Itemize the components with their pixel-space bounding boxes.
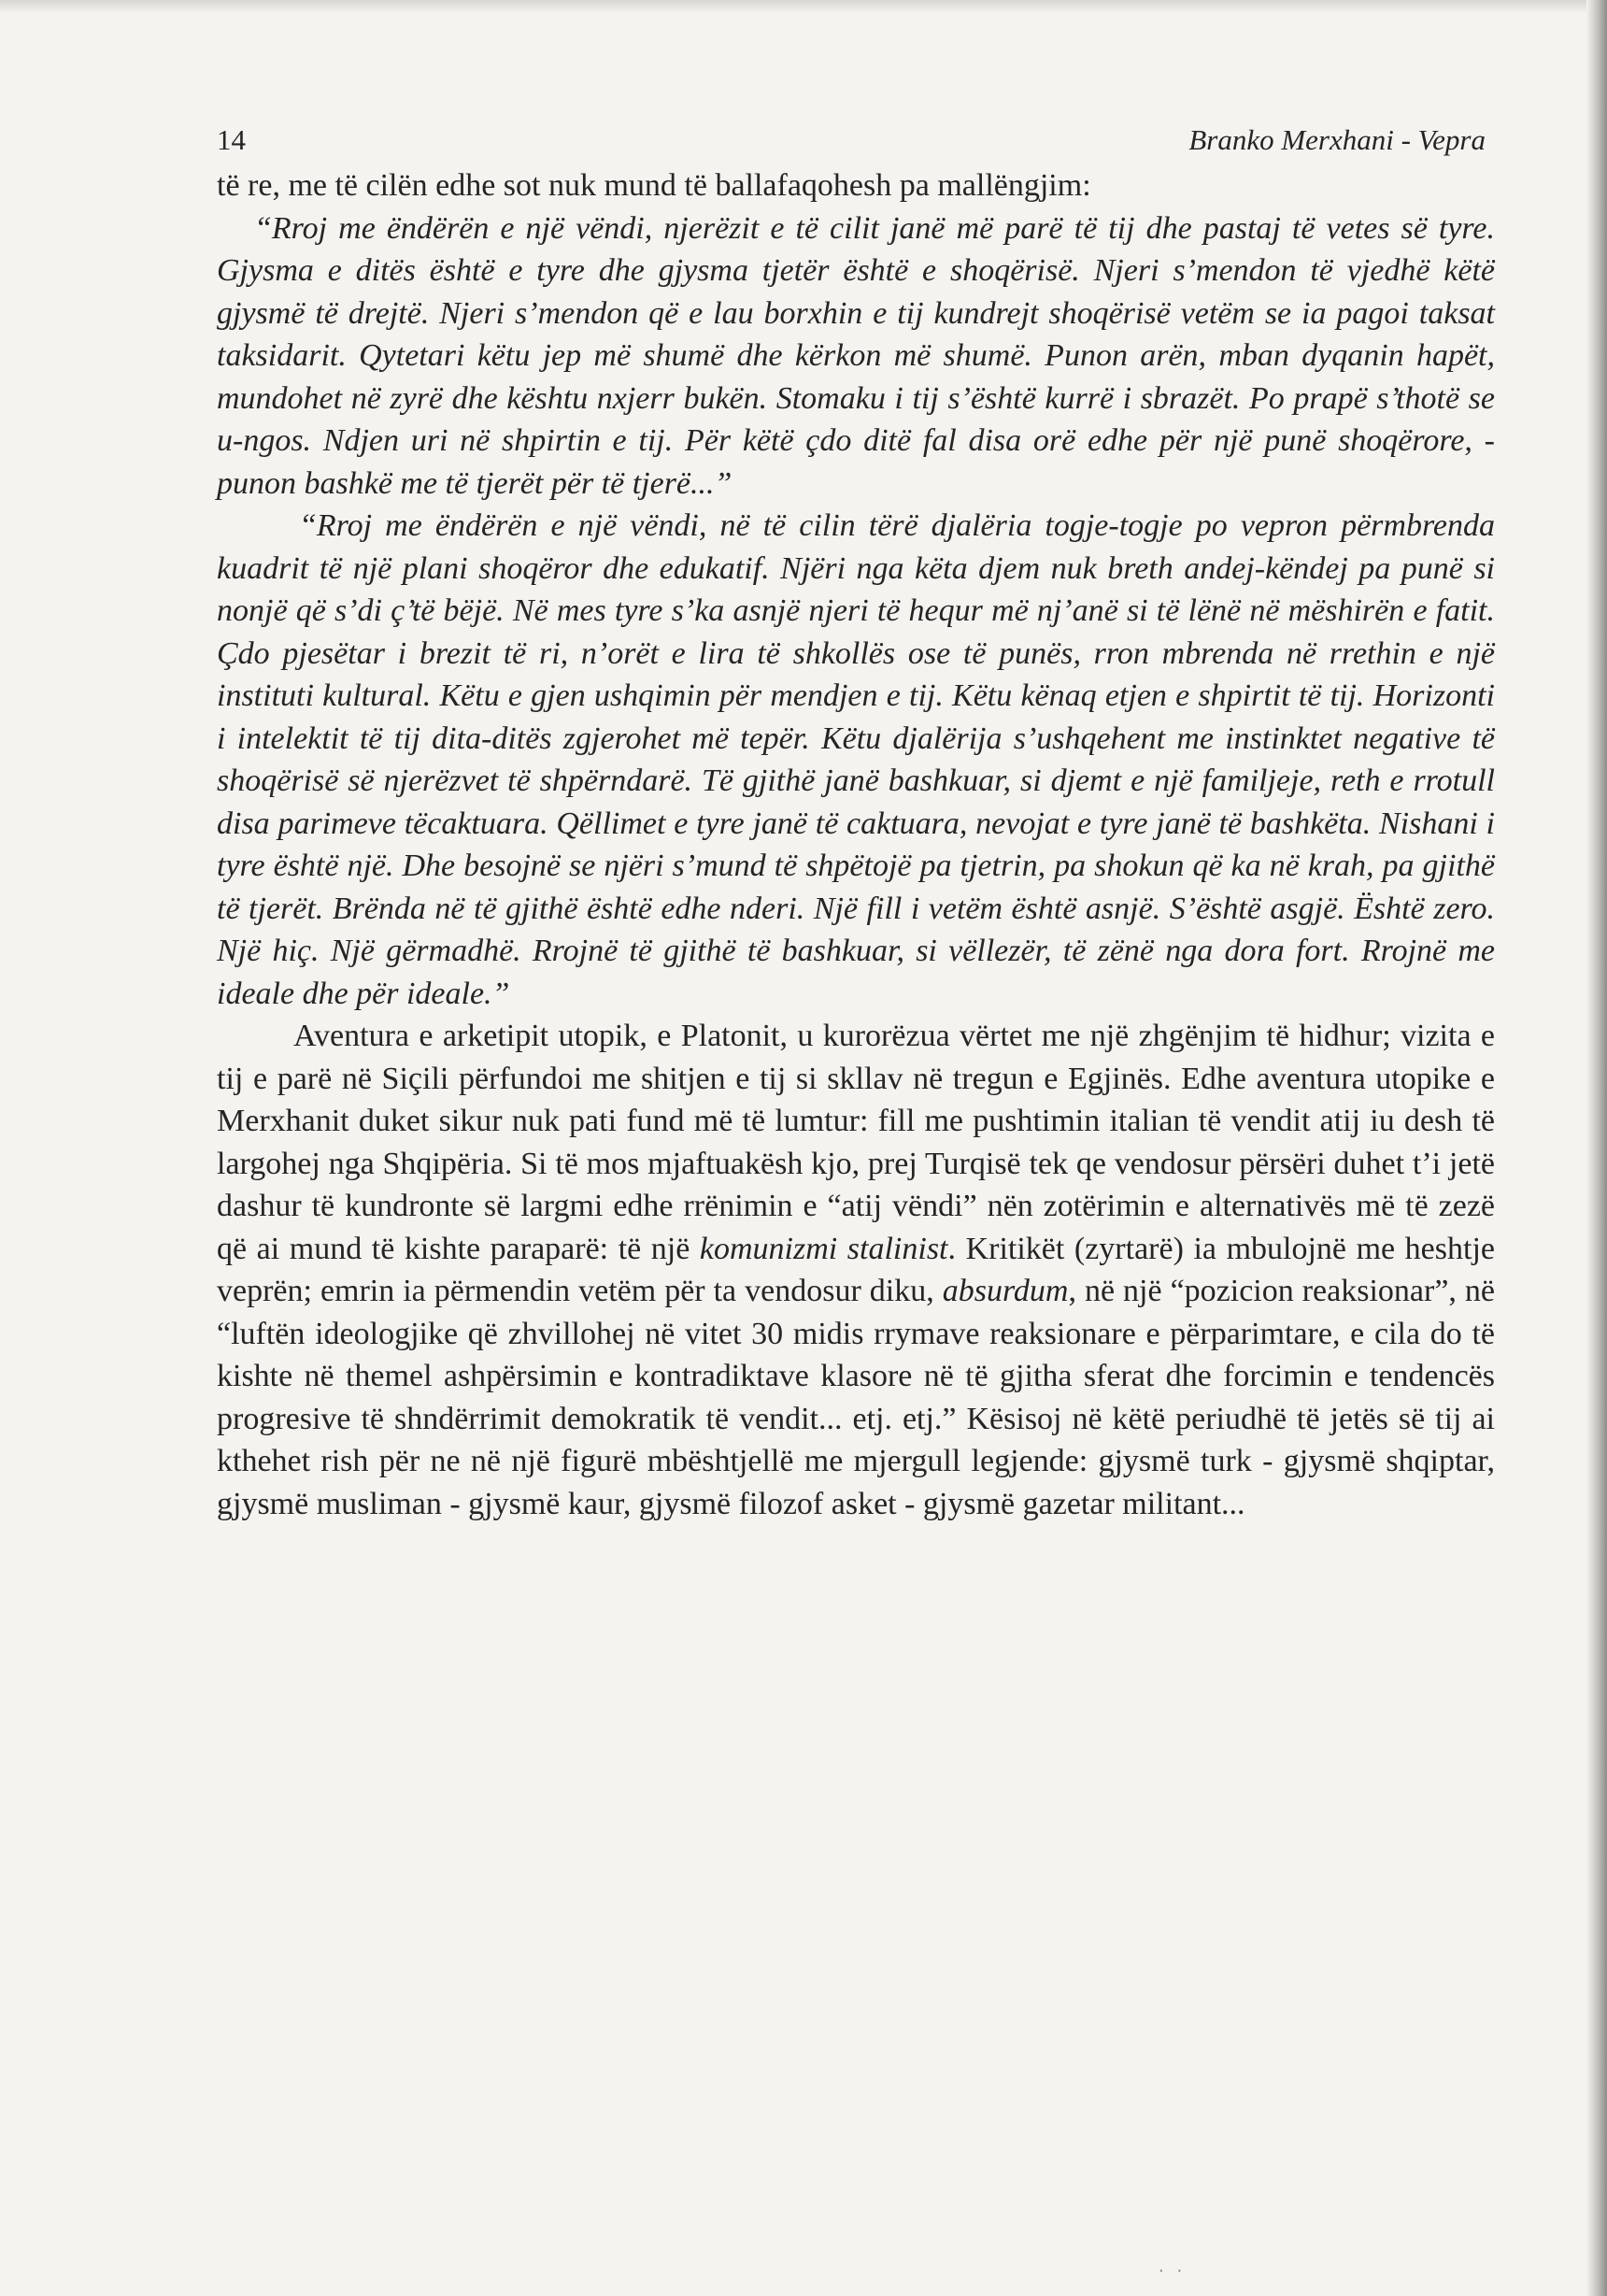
paragraph-text-1: Aventura e arketipit utopik, e Platonit, u kurorëzua vërtet me një zhgënjim të hidhur; vizita e tij e parë në Siçili përfundoi me shitjen e tij si skllav në tregun e Egjinës. Edhe aventura utopike e Merxhanit duket sikur nuk pati fund më të lumtur: fill me pushtimin italian të vendit atij iu desh të largohej nga Shqipëria. Si të mos mjaftuakësh kjo, prej Turqisë tek qe vendosur përsëri duhet t’i jetë dashur të kundronte së largmi edhe rrënimin e “atij vëndi” nën zotërimin e alternativës më të zezë që ai mund të kishte paraparë: të një [217, 1019, 1495, 1266]
running-head: Branko Merxhani - Vepra [1188, 123, 1486, 156]
quote-paragraph-1: “Rroj me ëndërën e një vëndi, njerëzit e të cilit janë më parë të tij dhe pastaj të vetes së tyre. Gjysma e ditës është e tyre dhe gjysma tjetër është e shoqërisë. Njeri s’mendon të vjedhë këtë gjysmë të drejtë. Njeri s’mendon që e lau borxhin e tij kundrejt shoqërisë vetëm se ia pagoi taksat taksidarit. Qytetari këtu jep më shumë dhe kërkon më shumë. Punon arën, mban dyqanin hapët, mundohet në zyrë dhe kështu nxjerr bukën. Stomaku i tij s’është kurrë i sbrazët. Po prapë s’thotë se u-ngos. Ndjen uri në shpirtin e tij. Për këtë çdo ditë fal disa orë edhe për një punë shoqërore, - punon bashkë me të tjerët për të tjerë...” [217, 210, 1495, 501]
body-paragraph [217, 1015, 1495, 1525]
italic-term-absurdum: absurdum [942, 1274, 1069, 1308]
page-header [217, 123, 1495, 164]
scan-top-edge [0, 0, 1607, 13]
paragraph-text-2: . Kritikët (zyrtarë) ia mbulojnë me heshtje veprën; emrin ia përmendin vetëm për ta vendosur diku, [217, 1231, 1495, 1308]
book-page [217, 123, 1495, 1525]
paragraph-text-3: , në një “pozicion reaksionar”, në “luftën ideologjike që zhvillohej në vitet 30 midis rrymave reaksionare e përparimtare, e cila do të kishte në themel ashpërsimin e kontradiktave klasore në të gjitha sferat dhe forcimin e tendencës progresive të shndërrimit demokratik të vendit... etj. etj.” Kësisoj në këtë periudhë të jetës së tij ai kthehet rish për ne në një figurë mbështjellë me mjergull legjende: gjysmë turk - gjysmë shqiptar, gjysmë musliman - gjysmë kaur, gjysmë filozof asket - gjysmë gazetar militant... [217, 1274, 1495, 1521]
scan-specks: · · [1159, 2261, 1187, 2281]
italic-term-komunizmi: komunizmi stalinist [699, 1231, 948, 1266]
intro-line: të re, me të cilën edhe sot nuk mund të ballafaqohesh pa mallëngjim: [217, 168, 1091, 203]
page-number: 14 [217, 123, 246, 156]
scan-binding-edge [1586, 0, 1607, 2296]
quote-paragraph-2: “Rroj me ëndërën e një vëndi, në të cilin tërë djalëria togje-togje po vepron përmbrenda kuadrit të një plani shoqëror dhe edukatif. Njëri nga këta djem nuk breth andej-këndej pa punë si nonjë që s’di ç’të bëjë. Në mes tyre s’ka asnjë njeri të hequr më nj’anë si të lënë në mëshirën e fatit. Çdo pjesëtar i brezit të ri, n’orët e lira të shkollës ose të punës, rron mbrenda në rrethin e një instituti kultural. Këtu e gjen ushqimin për mendjen e tij. Këtu kënaq etjen e shpirtit të tij. Horizonti i intelektit të tij dita-ditës zgjerohet më tepër. Këtu djalërija s’ushqehent me instinktet negative të shoqërisë së njerëzvet të shpërndarë. Të gjithë janë bashkuar, si djemt e një familjeje, reth e rrotull disa parimeve tëcaktuara. Qëllimet e tyre janë të caktuara, nevojat e tyre janë të bashkëta. Nishani i tyre është një. Dhe besojnë se njëri s’mund të shpëtojë pa tjetrin, pa shokun që ka në krah, pa gjithë të tjerët. Brënda në të gjithë është edhe nderi. Një fill i vetëm është asnjë. S’është asgjë. Është zero. Një hiç. Një gërmadhë. Rrojnë të gjithë të bashkuar, si vëllezër, të zënë nga dora fort. Rrojnë me ideale dhe për ideale.” [217, 508, 1495, 1011]
